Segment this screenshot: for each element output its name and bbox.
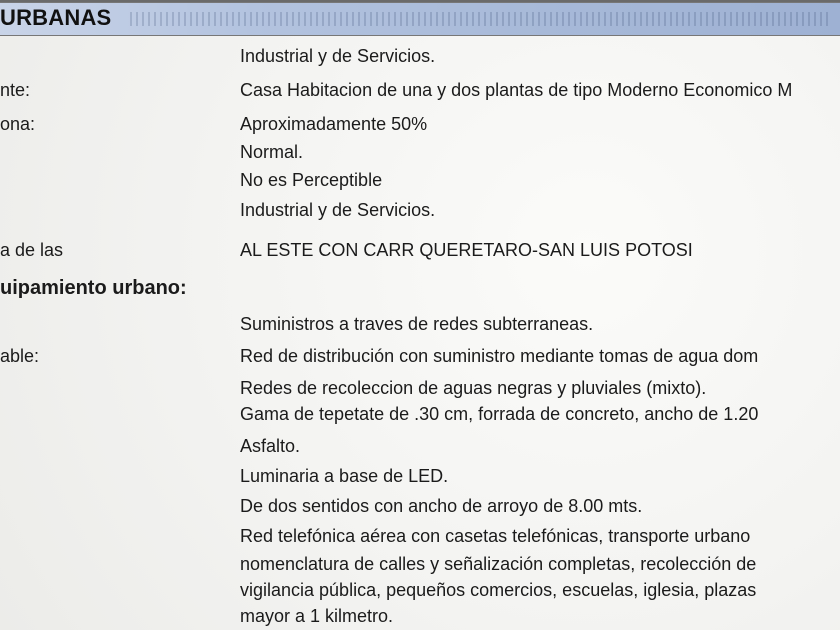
row-16 xyxy=(0,552,840,576)
row-value: Red telefónica aérea con casetas telefónicas, transporte urbano xyxy=(240,526,751,546)
row-value: Luminaria a base de LED. xyxy=(240,466,449,486)
row-label: ona: xyxy=(0,114,36,134)
row-4 xyxy=(0,140,840,164)
row-6 xyxy=(0,198,840,222)
row-18 xyxy=(0,604,840,628)
row-value: Suministros a traves de redes subterraneas. xyxy=(240,314,594,334)
row-value: Gama de tepetate de .30 cm, forrada de concreto, ancho de 1.20 xyxy=(240,404,759,424)
header-texture xyxy=(130,12,830,26)
row-value: Redes de recoleccion de aguas negras y pluviales (mixto). xyxy=(240,378,707,398)
row-value: No es Perceptible xyxy=(240,170,383,190)
row-1 xyxy=(0,44,840,68)
row-value: mayor a 1 kilmetro. xyxy=(240,606,394,626)
row-value: Normal. xyxy=(240,142,304,162)
row-3 xyxy=(0,112,840,136)
row-value: nomenclatura de calles y señalización completas, recolección de xyxy=(240,554,757,574)
section-title: URBANAS xyxy=(0,5,112,30)
row-label: nte: xyxy=(0,80,31,100)
row-value: vigilancia pública, pequeños comercios, escuelas, iglesia, plazas xyxy=(240,580,757,600)
row-label: a de las xyxy=(0,240,64,260)
row-15 xyxy=(0,524,840,548)
row-value: Casa Habitacion de una y dos plantas de tipo Moderno Economico M xyxy=(240,80,793,100)
row-value: Industrial y de Servicios. xyxy=(240,46,436,66)
row-value: Industrial y de Servicios. xyxy=(240,200,436,220)
row-label: able: xyxy=(0,346,40,366)
row-17 xyxy=(0,578,840,602)
row-12 xyxy=(0,434,840,458)
row-value: Asfalto. xyxy=(240,436,301,456)
row-value: Red de distribución con suministro mediante tomas de agua dom xyxy=(240,346,759,366)
row-10 xyxy=(0,376,840,400)
row-14 xyxy=(0,494,840,518)
row-8 xyxy=(0,312,840,336)
row-2 xyxy=(0,78,840,102)
row-value: De dos sentidos con ancho de arroyo de 8.00 mts. xyxy=(240,496,643,516)
section-header xyxy=(0,2,840,36)
row-5 xyxy=(0,168,840,192)
row-13 xyxy=(0,464,840,488)
row-value: Aproximadamente 50% xyxy=(240,114,428,134)
row-7 xyxy=(0,238,840,262)
row-11 xyxy=(0,402,840,426)
equipment-subtitle: uipamiento urbano: xyxy=(0,277,187,299)
row-value: AL ESTE CON CARR QUERETARO-SAN LUIS POTOSI xyxy=(240,240,693,260)
row-9 xyxy=(0,344,840,368)
